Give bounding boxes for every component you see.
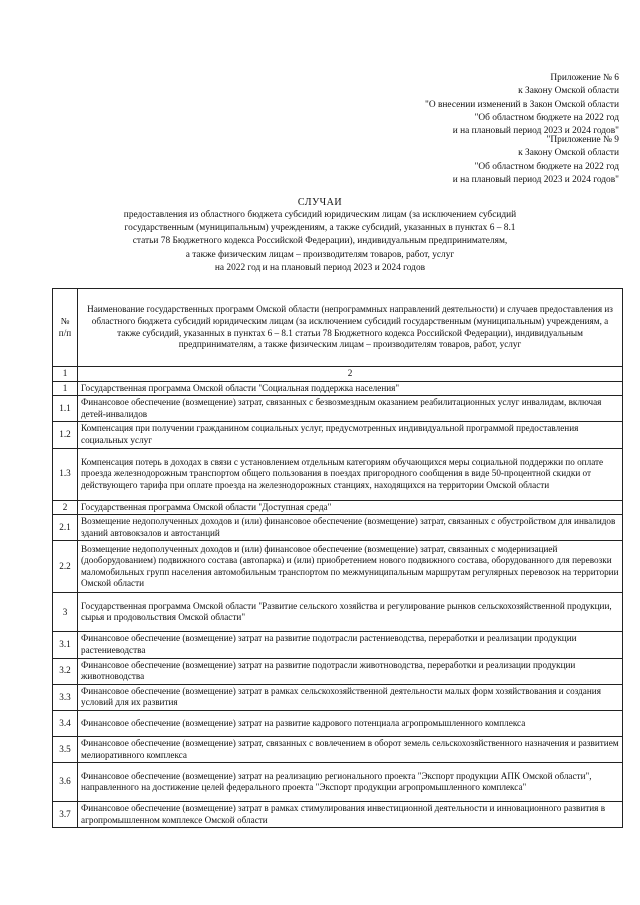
row-number: 3.5 — [53, 736, 78, 762]
table-row — [53, 422, 623, 448]
row-number: 2 — [53, 500, 78, 515]
table-row — [53, 658, 623, 684]
row-text: Возмещение недополученных доходов и (или) финансовое обеспечение (возмещение) затрат, связанных с модернизацией (дооборудованием) подвижного состава (автопарка) и (или) приобретением нового подвижного состава, оборудованного для перевозки маломобильных групп населения автомобильным транспортом по межмуниципальным маршрутам регулярных перевозок на территории Омской области — [78, 541, 623, 593]
document-subtitle — [80, 209, 560, 275]
index-col-2: 2 — [78, 367, 623, 382]
appendix-line: Приложение № 6 — [550, 73, 619, 83]
header-name: Наименование государственных программ Омской области (непрограммных направлений деятельности) и случаев предоставления из областного бюджета субсидий юридическим лицам (за исключением субсидий государственным (муниципальным) учреждениям, а также субсидий, указанных в пунктах 6 – 8.1 статьи 78 Бюджетного кодекса Российской Федерации), индивидуальным предпринимателям, а также физическим лицам – производителям товаров, работ, услуг — [78, 289, 623, 367]
row-number: 1.3 — [53, 448, 78, 500]
row-text: Финансовое обеспечение (возмещение) затрат на развитие подотрасли животноводства, переработки и реализации продукции животноводства — [78, 658, 623, 684]
table-row — [53, 802, 623, 828]
appendix-line: "Приложение № 9 — [546, 135, 619, 145]
appendix-6-header — [425, 72, 619, 138]
row-text: Государственная программа Омской области "Доступная среда" — [78, 500, 623, 515]
row-number: 1.2 — [53, 422, 78, 448]
appendix-9-header — [453, 134, 619, 187]
appendix-line: "Об областном бюджете на 2022 год — [474, 161, 619, 172]
row-text: Финансовое обеспечение (возмещение) затрат на развитие кадрового потенциала агропромышленного комплекса — [78, 710, 623, 736]
table-row — [53, 541, 623, 593]
row-text: Финансовое обеспечение (возмещение) затрат, связанных с вовлечением в оборот земель сельскохозяйственного назначения и развитием мелиоративного комплекса — [78, 736, 623, 762]
cases-table — [52, 288, 623, 828]
table-row — [53, 396, 623, 422]
row-number: 3.6 — [53, 763, 78, 802]
row-number: 3.2 — [53, 658, 78, 684]
appendix-line: "Об областном бюджете на 2022 год — [474, 112, 619, 123]
row-text: Финансовое обеспечение (возмещение) затрат на развитие подотрасли растениеводства, переработки и реализации продукции растениеводства — [78, 632, 623, 658]
table-row — [53, 736, 623, 762]
row-number: 3.4 — [53, 710, 78, 736]
subtitle-line: статьи 78 Бюджетного кодекса Российской Федерации), индивидуальным предпринимателям, — [132, 236, 508, 247]
row-text: Возмещение недополученных доходов и (или) финансовое обеспечение (возмещение) затрат, связанных с обустройством для инвалидов зданий автовокзалов и автостанций — [78, 515, 623, 541]
row-text: Компенсация потерь в доходах в связи с установлением отдельным категориям обучающихся меры социальной поддержки по оплате проезда железнодорожным транспортом общего пользования в поездах пригородного сообщения в виде 50-процентной скидки от действующего тарифа при оплате проезда на железнодорожных станциях, находящихся на территории Омской области — [78, 448, 623, 500]
subtitle-line: а также физическим лицам – производителям товаров, работ, услуг — [185, 249, 455, 260]
table-row — [53, 515, 623, 541]
table-row — [53, 684, 623, 710]
table-body — [53, 381, 623, 828]
subtitle-line: государственным (муниципальным) учреждениям, а также субсидий, указанных в пунктах 6 – 8.1 — [124, 223, 516, 234]
row-number: 3.7 — [53, 802, 78, 828]
appendix-line: к Закону Омской области — [518, 148, 619, 159]
table-row — [53, 763, 623, 802]
appendix-line: "О внесении изменений в Закон Омской области — [425, 99, 619, 110]
row-text: Финансовое обеспечение (возмещение) затрат в рамках стимулирования инвестиционной деятельности и инновационного развития в агропромышленном комплексе Омской области — [78, 802, 623, 828]
row-text: Компенсация при получении гражданином социальных услуг, предусмотренных индивидуальной программой предоставления социальных услуг — [78, 422, 623, 448]
header-number: № п/п — [53, 289, 78, 367]
table-row — [53, 448, 623, 500]
row-number: 2.2 — [53, 541, 78, 593]
appendix-line: к Закону Омской области — [518, 86, 619, 97]
row-number: 3 — [53, 593, 78, 632]
row-number: 1.1 — [53, 396, 78, 422]
row-text: Государственная программа Омской области "Развитие сельского хозяйства и регулирование рынков сельскохозяйственной продукции, сырья и продовольствия Омской области" — [78, 593, 623, 632]
subtitle-line: на 2022 год и на плановый период 2023 и 2024 годов — [214, 262, 426, 273]
row-text: Финансовое обеспечение (возмещение) затрат, связанных с безвозмездным оказанием реабилитационных услуг инвалидам, включая детей-инвалидов — [78, 396, 623, 422]
row-number: 2.1 — [53, 515, 78, 541]
row-text: Финансовое обеспечение (возмещение) затрат в рамках сельскохозяйственной деятельности малых форм хозяйствования и создания условий для их развития — [78, 684, 623, 710]
table-index-row — [53, 367, 623, 382]
row-number: 1 — [53, 381, 78, 396]
table-row — [53, 710, 623, 736]
row-text: Финансовое обеспечение (возмещение) затрат на реализацию регионального проекта "Экспорт продукции АПК Омской области", направленного на достижение целей федерального проекта "Экспорт продукции агропромышленного комплекса" — [78, 763, 623, 802]
table-row — [53, 381, 623, 396]
table-header-row — [53, 289, 623, 367]
row-text: Государственная программа Омской области "Социальная поддержка населения" — [78, 381, 623, 396]
table-row — [53, 500, 623, 515]
row-number: 3.1 — [53, 632, 78, 658]
table-row — [53, 632, 623, 658]
row-number: 3.3 — [53, 684, 78, 710]
appendix-line: и на плановый период 2023 и 2024 годов" — [452, 174, 619, 185]
index-col-1: 1 — [53, 367, 78, 382]
table-row — [53, 593, 623, 632]
appendix-line: и на плановый период 2023 и 2024 годов" — [452, 126, 619, 137]
subtitle-line: предоставления из областного бюджета субсидий юридическим лицам (за исключением субсидий — [123, 210, 517, 220]
document-title: СЛУЧАИ — [297, 197, 343, 208]
